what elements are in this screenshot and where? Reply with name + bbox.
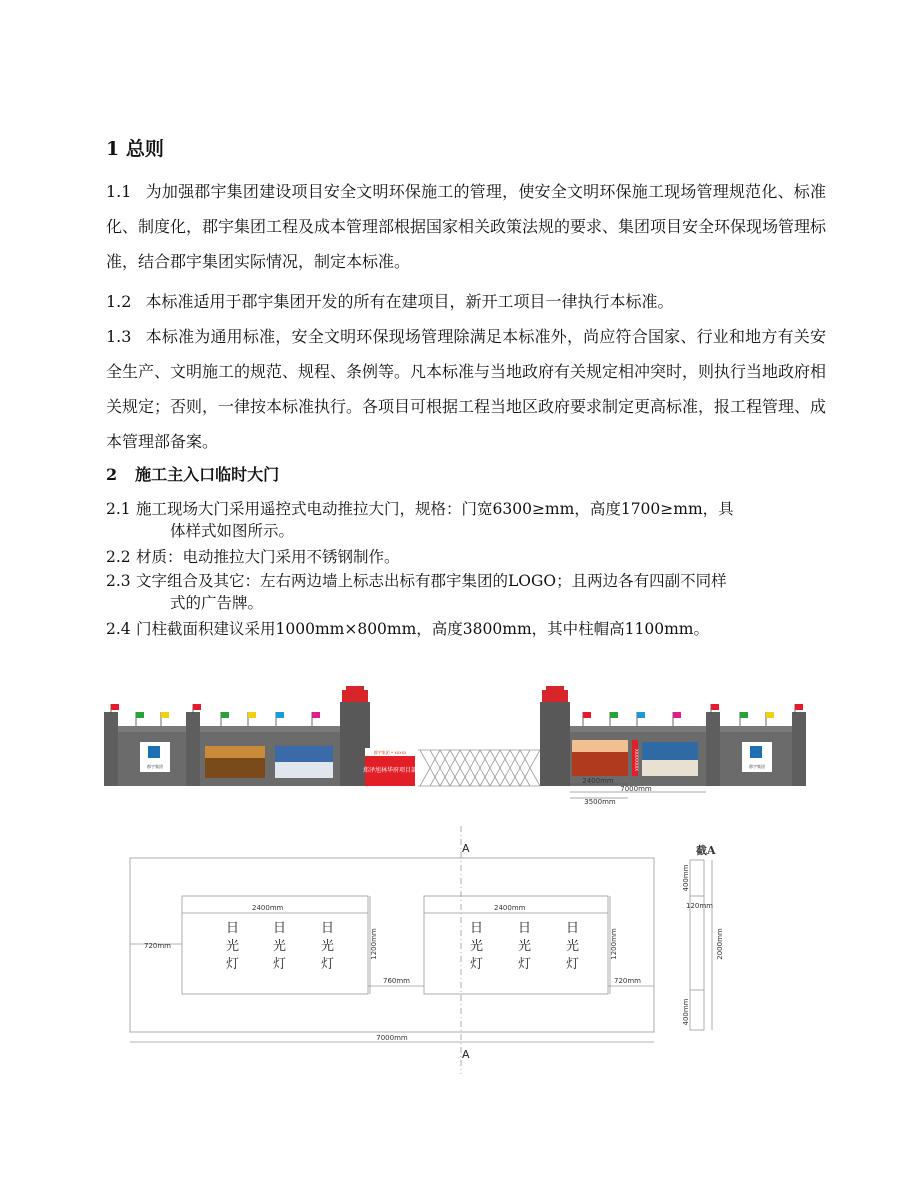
section-dim-400-top: 400mm bbox=[682, 864, 690, 892]
lamp-char: 灯 bbox=[273, 957, 287, 972]
plan-dim-7000: 7000mm bbox=[376, 1034, 408, 1042]
paragraph-number: 1.3 bbox=[106, 327, 132, 346]
paragraph-text: 本标准为通用标准，安全文明环保现场管理除满足本标准外，尚应符合国家、行业和地方有关安全生产、文明施工的规范、规程、条例等。凡本标准与当地政府有关规定相冲突时，则执行当地政府相关规定；否则，一律按本标准执行。各项目可根据工程当地区政府要求制定更高标准，报工程管理、成本管理部备案。 bbox=[106, 327, 827, 451]
lamp-char: 灯 bbox=[470, 957, 484, 972]
lamp-char: 光 bbox=[273, 939, 287, 954]
logo-text: 郡宇集团 bbox=[147, 764, 163, 769]
lamp-char: 灯 bbox=[321, 957, 335, 972]
item-text: 门柱截面积建议采用1000mm×800mm，高度3800mm，其中柱帽高1100mm。 bbox=[136, 620, 709, 638]
plan-dim-1200-left: 1200mm bbox=[370, 928, 378, 960]
lamp-char: 灯 bbox=[226, 957, 240, 972]
item-text-continued: 式的广告牌。 bbox=[170, 594, 264, 612]
section-a-title: 截A bbox=[696, 844, 716, 857]
item-number: 2.2 bbox=[106, 548, 131, 566]
item-text-continued: 体样式如图所示。 bbox=[170, 522, 295, 540]
lamp-char: 日 bbox=[226, 921, 240, 936]
section-label-a-bottom: A bbox=[462, 1048, 470, 1061]
section-dim-400-bottom: 400mm bbox=[682, 998, 690, 1026]
red-sign-text: 郑泽旭林华府项目部 bbox=[362, 767, 418, 774]
section-1-title: 1 总则 bbox=[106, 138, 164, 160]
lamps-left bbox=[226, 921, 334, 972]
section-label-a-top: A bbox=[462, 842, 470, 855]
lamp-char: 光 bbox=[518, 939, 532, 954]
item-number: 2.3 bbox=[106, 572, 131, 590]
lamp-char: 光 bbox=[566, 939, 580, 954]
plan-outlines bbox=[130, 826, 712, 1074]
plan-dim-760: 760mm bbox=[383, 977, 410, 985]
section-number: 2 bbox=[106, 465, 118, 484]
lamp-char: 日 bbox=[470, 921, 484, 936]
plan-dim-1200-right: 1200mm bbox=[610, 928, 618, 960]
lamp-char: 日 bbox=[518, 921, 532, 936]
paragraph-text: 为加强郡宇集团建设项目安全文明环保施工的管理，使安全文明环保施工现场管理规范化、标准化、制度化，郡宇集团工程及成本管理部根据国家相关政策法规的要求、集团项目安全环保现场管理标准，结合郡宇集团实际情况，制定本标准。 bbox=[106, 182, 827, 271]
item-number: 2.1 bbox=[106, 500, 131, 518]
section-title-text: 施工主入口临时大门 bbox=[135, 465, 280, 484]
item-text: 材质：电动推拉大门采用不锈钢制作。 bbox=[136, 548, 400, 566]
red-sign-top-text: 郡宇集团 • xxxxx bbox=[373, 750, 407, 755]
item-text: 施工现场大门采用遥控式电动推拉大门，规格：门宽6300≥mm，高度1700≥mm，具 bbox=[136, 500, 734, 518]
paragraph-number: 1.2 bbox=[106, 292, 132, 311]
lamps-right bbox=[470, 921, 579, 972]
section-dim-2000: 2000mm bbox=[716, 928, 724, 960]
item-text: 文字组合及其它：左右两边墙上标志出标有郡宇集团的LOGO；且两边各有四副不同样 bbox=[136, 572, 727, 590]
lamp-char: 灯 bbox=[566, 957, 580, 972]
lamp-char: 光 bbox=[470, 939, 484, 954]
lamp-char: 日 bbox=[273, 921, 287, 936]
gate-dim-2400: 2400mm bbox=[582, 777, 614, 785]
lamp-char: 光 bbox=[226, 939, 240, 954]
lamp-char: 日 bbox=[566, 921, 580, 936]
logo-text: 郡宇集团 bbox=[749, 764, 765, 769]
item-number: 2.4 bbox=[106, 620, 131, 638]
paragraph-number: 1.1 bbox=[106, 182, 132, 201]
gate-dim-3500: 3500mm bbox=[584, 798, 616, 806]
paragraph-text: 本标准适用于郡宇集团开发的所有在建项目，新开工项目一律执行本标准。 bbox=[145, 292, 674, 311]
plan-dim-720-left: 720mm bbox=[144, 942, 171, 950]
plan-dim-2400-left: 2400mm bbox=[252, 904, 284, 912]
gate-dim-7000: 7000mm bbox=[620, 785, 652, 793]
lamp-char: 光 bbox=[321, 939, 335, 954]
section-dim-120: 120mm bbox=[686, 902, 713, 910]
vertical-sign-text: XXXXXXXX bbox=[634, 749, 639, 771]
plan-dim-720-right: 720mm bbox=[614, 977, 641, 985]
lamp-char: 日 bbox=[321, 921, 335, 936]
lamp-char: 灯 bbox=[518, 957, 532, 972]
plan-dim-2400-right: 2400mm bbox=[494, 904, 526, 912]
